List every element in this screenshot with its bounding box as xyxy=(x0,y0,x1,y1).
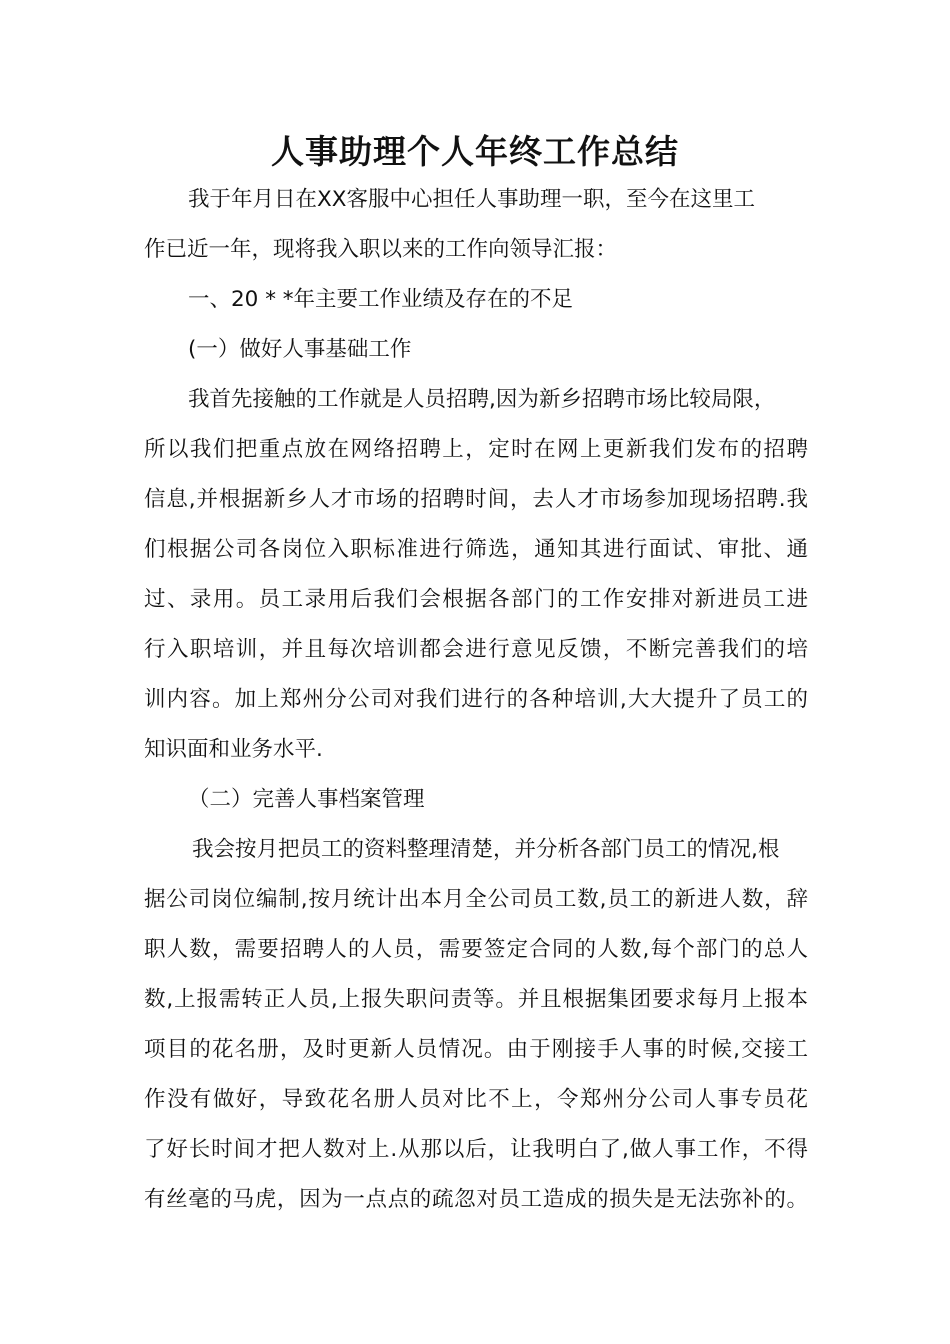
paragraph-line: 知识面和业务水平. xyxy=(144,737,323,762)
paragraph-line: 职人数，需要招聘人的人员，需要签定合同的人数,每个部门的总人 xyxy=(144,937,808,962)
paragraph-line: 项目的花名册，及时更新人员情况。由于刚接手人事的时候,交接工 xyxy=(144,1037,808,1062)
paragraph-line: 数,上报需转正人员,上报失职问责等。并且根据集团要求每月上报本 xyxy=(144,987,808,1012)
paragraph-line: 们根据公司各岗位入职标准进行筛选，通知其进行面试、审批、通 xyxy=(144,537,808,562)
subsection-heading: (一）做好人事基础工作 xyxy=(188,337,412,362)
paragraph-line: 了好长时间才把人数对上.从那以后，让我明白了,做人事工作，不得 xyxy=(144,1137,808,1162)
paragraph-line: 过、录用。员工录用后我们会根据各部门的工作安排对新进员工进 xyxy=(144,587,808,612)
paragraph-line: 作没有做好，导致花名册人员对比不上，令郑州分公司人事专员花 xyxy=(144,1087,808,1112)
subsection-heading: （二）完善人事档案管理 xyxy=(188,787,425,812)
paragraph-line: 作已近一年，现将我入职以来的工作向领导汇报： xyxy=(144,237,618,262)
paragraph-line: 我会按月把员工的资料整理清楚，并分析各部门员工的情况,根 xyxy=(192,837,780,862)
paragraph-line: 有丝毫的马虎，因为一点点的疏忽对员工造成的损失是无法弥补的。 xyxy=(144,1187,808,1212)
paragraph-line: 信息,并根据新乡人才市场的招聘时间，去人才市场参加现场招聘.我 xyxy=(144,487,808,512)
section-heading: 一、20 * *年主要工作业绩及存在的不足 xyxy=(188,287,574,312)
paragraph-line: 所以我们把重点放在网络招聘上，定时在网上更新我们发布的招聘 xyxy=(144,437,808,462)
paragraph-line: 我于年月日在XX客服中心担任人事助理一职，至今在这里工 xyxy=(188,187,755,212)
paragraph-line: 据公司岗位编制,按月统计出本月全公司员工数,员工的新进人数，辞 xyxy=(144,887,808,912)
document-title: 人事助理个人年终工作总结 xyxy=(271,132,679,171)
paragraph-line: 行入职培训，并且每次培训都会进行意见反馈，不断完善我们的培 xyxy=(144,637,808,662)
paragraph-line: 训内容。加上郑州分公司对我们进行的各种培训,大大提升了员工的 xyxy=(144,687,808,712)
paragraph-line: 我首先接触的工作就是人员招聘,因为新乡招聘市场比较局限， xyxy=(188,387,776,412)
